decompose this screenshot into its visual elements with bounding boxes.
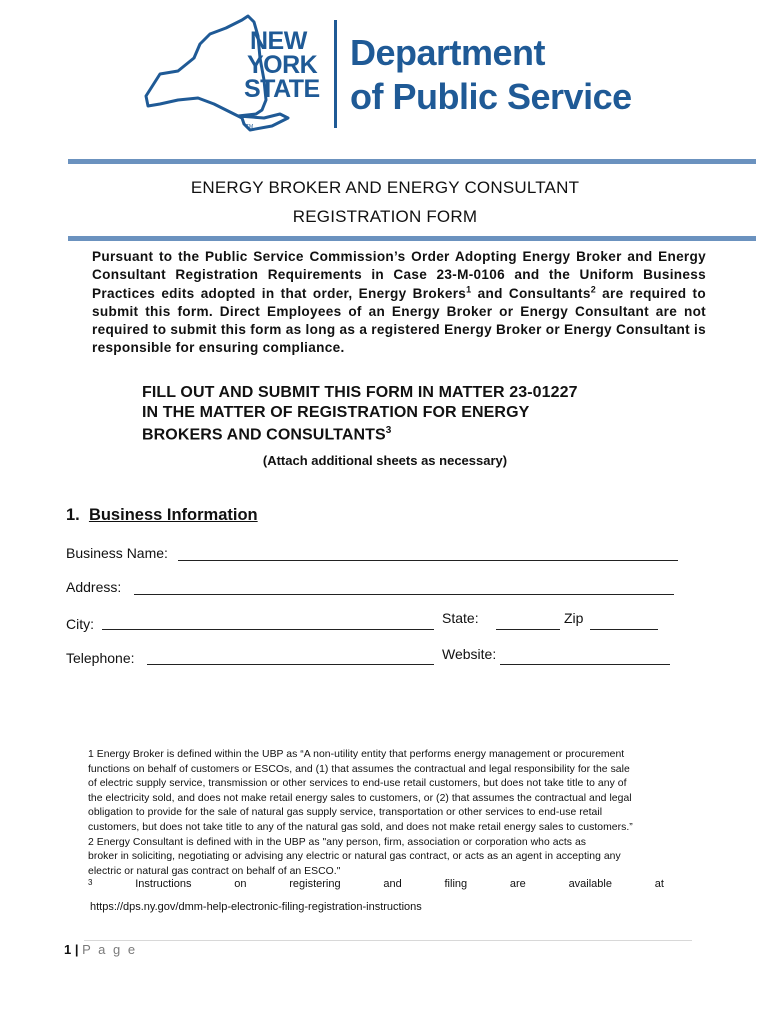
instructions-link[interactable]: https://dps.ny.gov/dmm-help-electronic-filing-registration-instructions [90,901,422,913]
nys-word-york: YORK [247,51,318,79]
nys-word-state: STATE [244,75,320,103]
form-title-line1: ENERGY BROKER AND ENERGY CONSULTANT [190,178,580,197]
telephone-field[interactable] [147,664,434,665]
footer-rule [84,940,692,941]
zip-label: Zip [564,610,584,626]
telephone-label: Telephone: [66,650,135,666]
footnote-3-line: 3 Instructions on registering and filing are available at [88,878,664,890]
intro-paragraph: Pursuant to the Public Service Commission’s Order Adopting Energy Broker and Energy Consultant Registration Requirements in Case 23-M-0106 and the Uniform Business Practices edits adopted in that order, Energy Brokers$^1$ and Consultants$^2$ are required to submit this form. Direct Employees of an Energy Broker or Energy Consultant are not required to submit this form as long as a registered Energy Broker or Energy Consultant is responsible for ensuring compliance. [92,249,706,356]
nys-word-new: NEW [250,27,307,55]
instruction-line2: IN THE MATTER OF REGISTRATION FOR ENERGY [142,404,530,421]
footnote-1-line2: functions on behalf of customers or ESCOs, and (1) that assumes the contractual and legal responsibility for the sale [88,763,630,775]
website-field[interactable] [500,664,670,665]
state-label: State: [442,610,479,626]
footnote-ref-2: 2 [590,284,596,295]
instruction-line1: FILL OUT AND SUBMIT THIS FORM IN MATTER 23-01227 [142,384,578,401]
city-label: City: [66,616,94,632]
header-top-rule [68,159,756,164]
state-field[interactable] [496,629,560,630]
page-number: 1 [64,942,72,957]
footnote-ref-1: 1 [466,284,472,295]
footnote-1-line3: of electric supply service, transmission or other services to end-use retail customers, but does not take title to any of [88,778,627,790]
department-subtitle: of Public Service [350,76,632,117]
footnote-2-line2: broker in soliciting, negotiating or advising any electric or natural gas contract, or acts as an agent in accepting any [88,851,621,863]
footnote-1-line5: obligation to provide for the sale of natural gas supply service, transportation or other services to end-use retail [88,807,603,819]
form-title-line2: REGISTRATION FORM [292,207,478,226]
footnote-ref-3: 3 [385,425,392,436]
address-label: Address: [66,579,122,595]
trademark-mark: TM [246,124,254,130]
footnote-2-line3: electric or natural gas contract on behalf of an ESCO." [88,865,341,877]
footnote-1-line4: the electricity sold, and does not make retail energy sales to customers, or (2) that assumes the contractual and legal [88,792,632,804]
header-bottom-rule [68,236,756,241]
attach-note: (Attach additional sheets as necessary) [262,453,508,468]
section-heading: 1. Business Information [66,506,258,524]
page-label: P a g e [82,942,138,957]
footnote-2-line1: 2 Energy Consultant is defined with in the UBP as "any person, firm, association or corporation who acts as [88,836,587,848]
logo-divider [334,20,337,128]
department-title: Department [350,32,546,73]
instruction-line3: BROKERS AND CONSULTANTS$^3$ [142,425,392,444]
page-footer: 1 | P a g e [64,942,138,957]
city-field[interactable] [102,629,434,630]
address-field[interactable] [134,594,674,595]
business-name-label: Business Name: [66,545,168,561]
zip-field[interactable] [590,629,658,630]
footnote-1-line6: customers, but does not take title to any of the natural gas sold, and does not make retail energy sales to customers.” [88,822,633,833]
business-name-field[interactable] [178,560,678,561]
footnote-3-number: 3 [88,878,93,887]
footnote-1-line1: 1 Energy Broker is defined within the UBP as “A non-utility entity that performs energy management or procurement [88,749,625,760]
website-label: Website: [442,646,497,662]
